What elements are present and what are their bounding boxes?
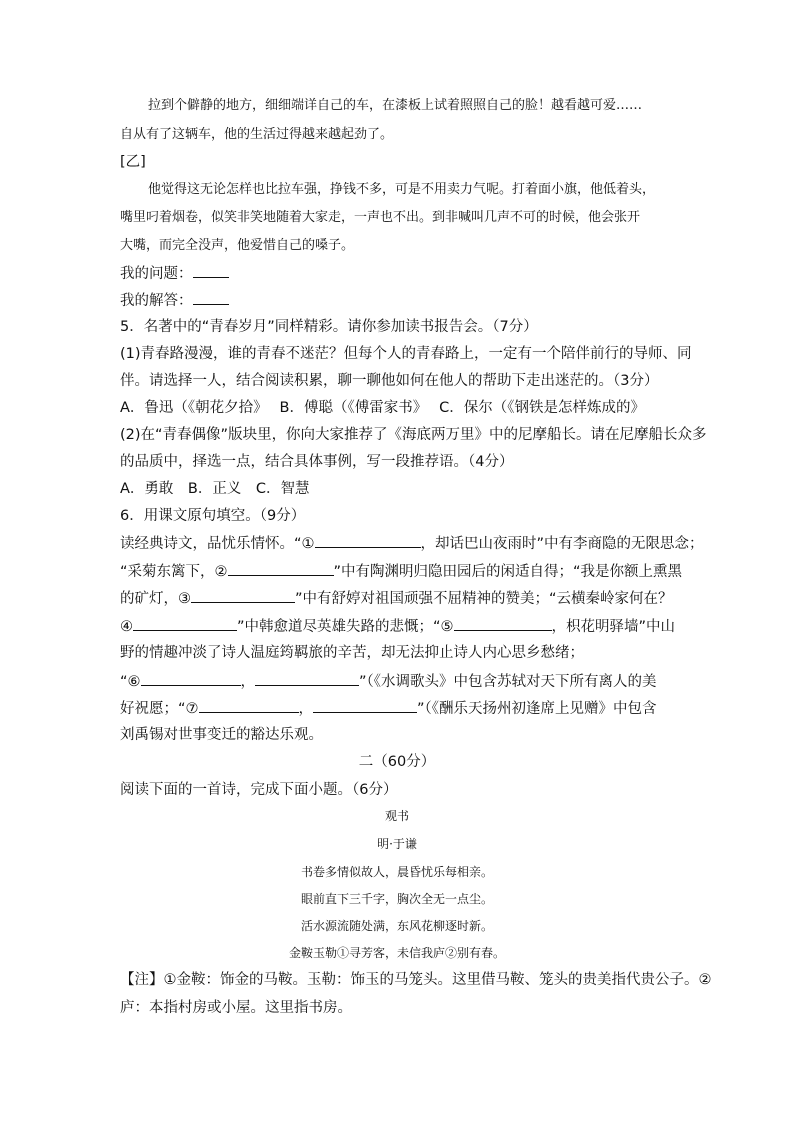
section-intro: 阅读下面的一首诗，完成下面小题。（6分）	[120, 782, 398, 798]
fill-blank-7a[interactable]	[199, 698, 299, 713]
fill-blank-7b[interactable]	[313, 698, 417, 713]
q6-text: ”（《酬乐天扬州初逢席上见赠》中包含	[417, 701, 657, 717]
fill-blank-6b[interactable]	[255, 671, 359, 686]
q6-text: “⑥	[120, 674, 141, 690]
q6-line	[120, 533, 704, 554]
section-heading: 二（60分）	[358, 754, 436, 770]
q5-options-2: A．勇敢 B．正义 C．智慧	[120, 481, 310, 497]
q6-text: ，却话巴山夜雨时”中有李商隐的无限思念；	[420, 536, 704, 552]
q6-text: 好祝愿；“⑦	[120, 701, 199, 717]
q6-line	[120, 671, 657, 692]
poem-line: 活水源流随处满，东风花柳逐时新。	[300, 919, 493, 933]
q6-title: 6．用课文原句填空。（9分）	[120, 508, 306, 524]
q6-line	[120, 698, 657, 719]
passage-line: 拉到个僻静的地方，细细端详自己的车，在漆板上试着照照自己的脸！越看越可爱……	[148, 98, 643, 113]
q6-text: ④	[120, 619, 133, 635]
q5-text-line: 伴。请选择一人，结合阅读积累，聊一聊他如何在他人的帮助下走出迷茫的。（3分）	[120, 373, 659, 389]
q6-text: ”中有舒婷对祖国顽强不屈精神的赞美；“云横秦岭家何在？	[295, 591, 673, 607]
fill-blank-5[interactable]	[454, 616, 552, 631]
poem-author: 明·于谦	[377, 837, 417, 851]
fill-blank-2[interactable]	[228, 561, 334, 576]
q6-text: “采菊东篱下，②	[120, 564, 228, 580]
q6-line: 野的情趣冲淡了诗人温庭筠羁旅的辛苦，却无法抑止诗人内心思乡愁绪；	[120, 645, 584, 661]
poem-line: 书卷多情似故人，晨昏忧乐每相亲。	[300, 865, 493, 879]
passage-line: 自从有了这辆车，他的生活过得越来越起劲了。	[120, 127, 394, 142]
q5-text-line: 的品质中，择选一点，结合具体事例，写一段推荐语。（4分）	[120, 454, 514, 470]
q6-text: ”中有陶渊明归隐田园后的闲适自得；“我是你额上熏黑	[333, 564, 683, 580]
question-blank[interactable]	[193, 263, 229, 278]
poem-title: 观书	[384, 809, 409, 823]
fill-blank-6a[interactable]	[141, 671, 241, 686]
q6-text: ，	[298, 701, 314, 717]
q6-text: ”（《水调歌头》中包含苏轼对天下所有离人的美	[359, 674, 657, 690]
q6-line: 刘禹锡对世事变迁的豁达乐观。	[120, 727, 323, 743]
q6-text: 读经典诗文，品忧乐情怀。“①	[120, 536, 315, 552]
q6-text: ，枳花明驿墙”中山	[551, 619, 676, 635]
footnote-line: 庐：本指村房或小屋。这里指书房。	[120, 1000, 352, 1016]
passage-line: 大嘴，而完全没声，他爱惜自己的嗓子。	[120, 238, 355, 253]
footnote-line: 【注】①金鞍：饰金的马鞍。玉勒：饰玉的马笼头。这里借马鞍、笼头的贵美指代贵公子。②	[120, 972, 712, 988]
answer-blank[interactable]	[193, 290, 229, 305]
q6-line	[120, 561, 682, 582]
answer-label: 我的解答：	[120, 293, 193, 309]
poem-line: 金鞍玉勒①寻芳客，未信我庐②别有春。	[288, 946, 505, 960]
q5-text-line: (1)青春路漫漫，谁的青春不迷茫？但每个人的青春路上，一定有一个陪伴前行的导师、同	[120, 346, 692, 362]
q6-line	[120, 616, 675, 637]
passage-line: 他觉得这无论怎样也比拉车强，挣钱不多，可是不用卖力气呢。打着面小旗，他低着头，	[148, 182, 656, 197]
passage-line: 嘴里叼着烟卷，似笑非笑地随着大家走，一声也不出。到非喊叫几声不可的时候，他会张开	[120, 210, 641, 225]
question-row	[120, 263, 229, 284]
poem-line: 眼前直下三千字，胸次全无一点尘。	[300, 892, 493, 906]
fill-blank-3[interactable]	[191, 588, 295, 603]
q6-text: ，	[240, 674, 256, 690]
q5-options-1: A．鲁迅（《朝花夕拾》 B．傅聪（《傅雷家书》 C．保尔（《钢铁是怎样炼成的》	[120, 400, 645, 416]
question-label: 我的问题：	[120, 266, 193, 282]
fill-blank-1[interactable]	[315, 533, 421, 548]
q5-title: 5．名著中的“青春岁月”同样精彩。请你参加读书报告会。（7分）	[120, 319, 538, 335]
section-label-yi: [乙]	[120, 154, 146, 170]
answer-row	[120, 290, 229, 311]
q6-text: ”中韩愈道尽英雄失路的悲慨；“⑤	[237, 619, 454, 635]
fill-blank-4[interactable]	[133, 616, 237, 631]
q5-text-line: (2)在“青春偶像”版块里，你向大家推荐了《海底两万里》中的尼摩船长。请在尼摩船长众多	[120, 427, 707, 443]
q6-text: 的矿灯，③	[120, 591, 191, 607]
q6-line	[120, 588, 673, 609]
